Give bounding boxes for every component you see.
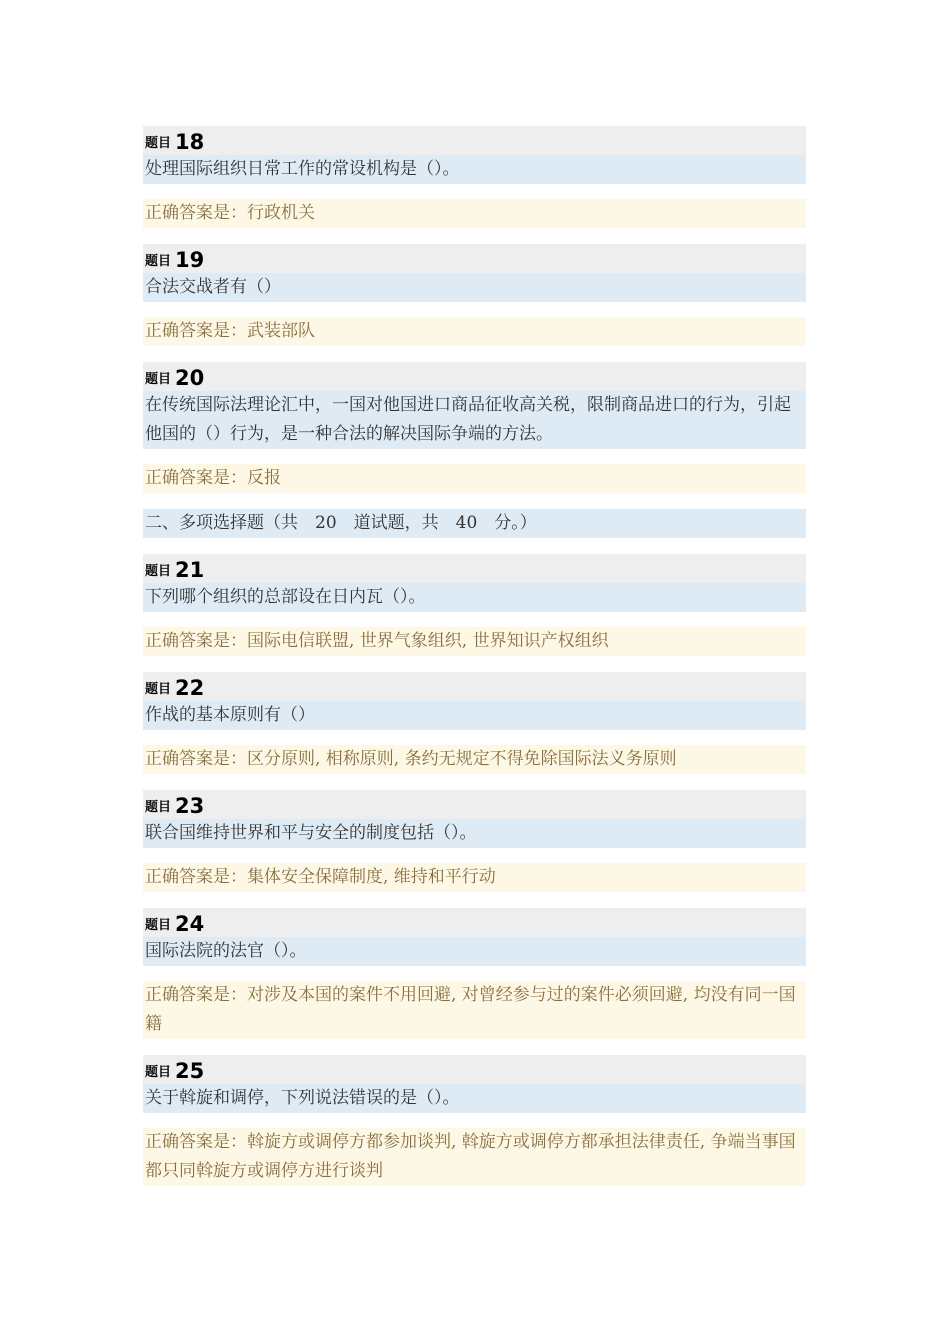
answer-prefix: 正确答案是： xyxy=(145,468,247,488)
question-header xyxy=(143,672,806,701)
answer-prefix: 正确答案是： xyxy=(145,985,247,1005)
question-block xyxy=(143,244,806,362)
question-header xyxy=(143,554,806,583)
question-header xyxy=(143,790,806,819)
question-label: 题目 xyxy=(145,682,172,697)
correct-answer xyxy=(143,863,806,892)
question-block xyxy=(143,790,806,908)
question-block xyxy=(143,1055,806,1186)
question-number: 19 xyxy=(175,248,205,272)
correct-answer xyxy=(143,745,806,774)
question-text: 联合国维持世界和平与安全的制度包括（）。 xyxy=(143,819,806,848)
question-header xyxy=(143,362,806,391)
question-text: 下列哪个组织的总部设在日内瓦（）。 xyxy=(143,583,806,612)
question-number: 23 xyxy=(175,794,205,818)
answer-value: 反报 xyxy=(247,468,281,488)
question-label: 题目 xyxy=(145,1065,172,1080)
question-number: 18 xyxy=(175,130,205,154)
question-block xyxy=(143,554,806,672)
question-number: 22 xyxy=(175,676,205,700)
answer-value: 集体安全保障制度, 维持和平行动 xyxy=(247,867,496,887)
answer-prefix: 正确答案是： xyxy=(145,321,247,341)
answer-value: 对涉及本国的案件不用回避, 对曾经参与过的案件必须回避, 均没有同一国籍 xyxy=(145,985,796,1034)
question-label: 题目 xyxy=(145,254,172,269)
correct-answer xyxy=(143,464,806,493)
question-number: 25 xyxy=(175,1059,205,1083)
answer-prefix: 正确答案是： xyxy=(145,203,247,223)
question-block xyxy=(143,672,806,790)
question-text: 作战的基本原则有（） xyxy=(143,701,806,730)
question-header xyxy=(143,1055,806,1084)
question-text: 关于斡旋和调停，下列说法错误的是（）。 xyxy=(143,1084,806,1113)
answer-value: 区分原则, 相称原则, 条约无规定不得免除国际法义务原则 xyxy=(247,749,677,769)
question-text: 合法交战者有（） xyxy=(143,273,806,302)
question-block xyxy=(143,362,806,509)
question-label: 题目 xyxy=(145,800,172,815)
answer-value: 行政机关 xyxy=(247,203,315,223)
document-body xyxy=(143,126,806,1186)
answer-prefix: 正确答案是： xyxy=(145,867,247,887)
answer-prefix: 正确答案是： xyxy=(145,1132,247,1152)
question-number: 21 xyxy=(175,558,205,582)
question-label: 题目 xyxy=(145,372,172,387)
question-block xyxy=(143,126,806,244)
correct-answer xyxy=(143,317,806,346)
answer-value: 武装部队 xyxy=(247,321,315,341)
question-text: 国际法院的法官（）。 xyxy=(143,937,806,966)
question-header xyxy=(143,244,806,273)
question-label: 题目 xyxy=(145,564,172,579)
question-text: 在传统国际法理论汇中，一国对他国进口商品征收高关税，限制商品进口的行为，引起他国的（）行为，是一种合法的解决国际争端的方法。 xyxy=(143,391,806,449)
correct-answer xyxy=(143,1128,806,1186)
answer-value: 国际电信联盟, 世界气象组织, 世界知识产权组织 xyxy=(247,631,609,651)
question-text: 处理国际组织日常工作的常设机构是（）。 xyxy=(143,155,806,184)
correct-answer xyxy=(143,627,806,656)
section-title: 二、多项选择题（共 20 道试题，共 40 分。） xyxy=(143,509,806,538)
answer-prefix: 正确答案是： xyxy=(145,631,247,651)
question-number: 20 xyxy=(175,366,205,390)
correct-answer xyxy=(143,981,806,1039)
answer-value: 斡旋方或调停方都参加谈判, 斡旋方或调停方都承担法律责任, 争端当事国都只同斡旋方或调停方进行谈判 xyxy=(145,1132,796,1181)
question-block xyxy=(143,908,806,1055)
correct-answer xyxy=(143,199,806,228)
question-header xyxy=(143,126,806,155)
question-label: 题目 xyxy=(145,136,172,151)
question-number: 24 xyxy=(175,912,205,936)
question-header xyxy=(143,908,806,937)
answer-prefix: 正确答案是： xyxy=(145,749,247,769)
question-label: 题目 xyxy=(145,918,172,933)
